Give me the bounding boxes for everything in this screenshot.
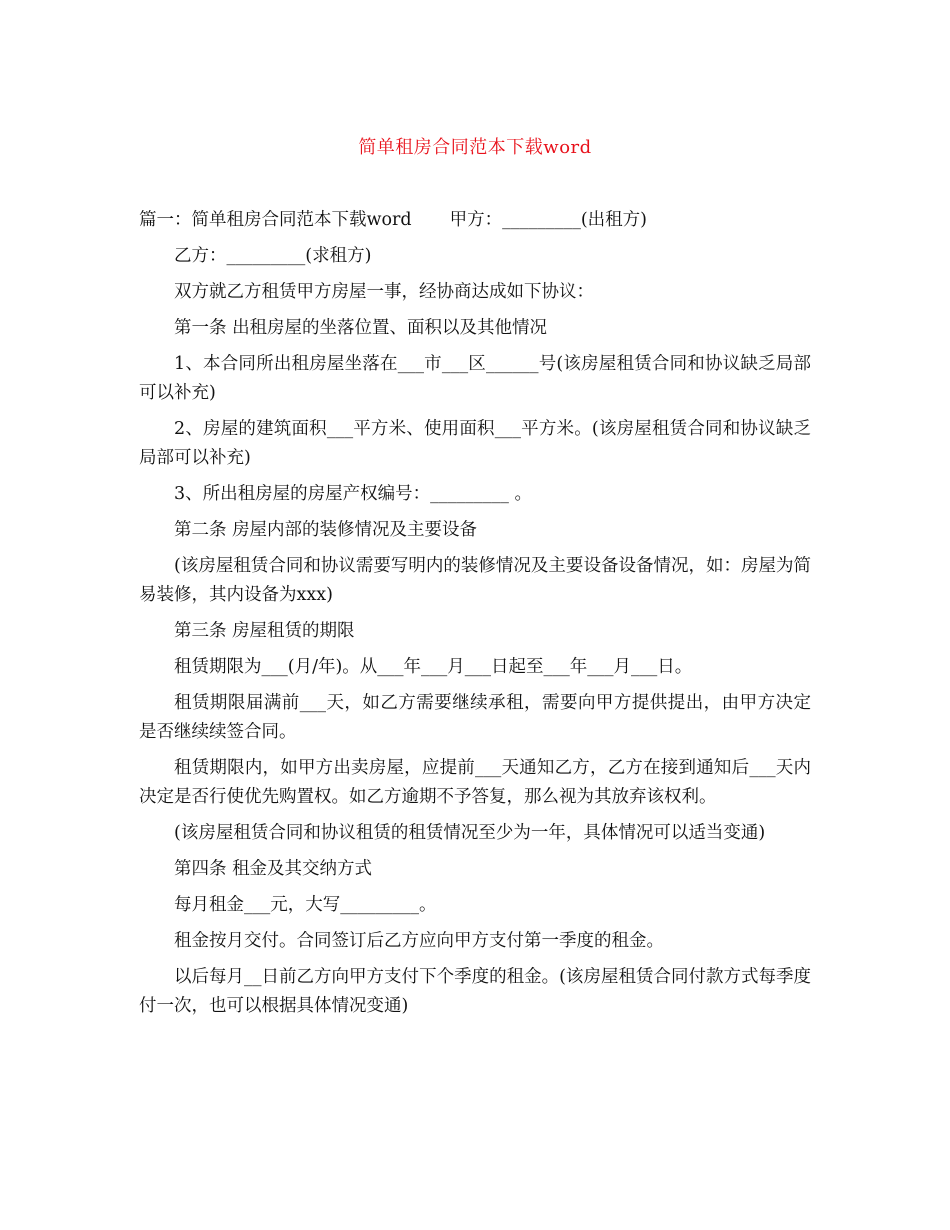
intro-line xyxy=(139,206,811,235)
article-4-heading: 第四条 租金及其交纳方式 xyxy=(174,859,373,879)
document-title: 简单租房合同范本下载word xyxy=(358,137,592,158)
lease-term-note: (该房屋租赁合同和协议租赁的租赁情况至少为一年，具体情况可以适当变通) xyxy=(174,823,766,843)
article-1-heading: 第一条 出租房屋的坐落位置、面积以及其他情况 xyxy=(174,318,548,338)
party-a-line: 甲方：_________(出租方) xyxy=(449,210,647,230)
intro-label: 篇一：简单租房合同范本下载word xyxy=(139,210,412,230)
article-1-item-2: 2、房屋的建筑面积___平方米、使用面积___平方米。(该房屋租赁合同和协议缺乏局部可以补充) xyxy=(139,419,811,468)
article-3-heading: 第三条 房屋租赁的期限 xyxy=(174,621,355,641)
article-1-item-3: 3、所出租房屋的房屋产权编号：_________ 。 xyxy=(174,484,532,504)
article-2-note: (该房屋租赁合同和协议需要写明内的装修情况及主要设备设备情况，如：房屋为简易装修，其内设备为xxx) xyxy=(139,556,811,605)
preemptive-right-paragraph: 租赁期限内，如甲方出卖房屋，应提前___天通知乙方，乙方在接到通知后___天内决定是否行使优先购置权。如乙方逾期不予答复，那么视为其放弃该权利。 xyxy=(139,758,811,807)
document-body xyxy=(139,206,811,1028)
agreement-intro: 双方就乙方租赁甲方房屋一事，经协商达成如下协议： xyxy=(174,282,594,302)
lease-term-line: 租赁期限为___(月/年)。从___年___月___日起至___年___月___日。 xyxy=(174,657,693,677)
rent-schedule-paragraph: 以后每月__日前乙方向甲方支付下个季度的租金。(该房屋租赁合同付款方式每季度付一次，也可以根据具体情况变通) xyxy=(139,967,811,1016)
article-2-heading: 第二条 房屋内部的装修情况及主要设备 xyxy=(174,520,478,540)
lease-renewal-paragraph: 租赁期限届满前___天，如乙方需要继续承租，需要向甲方提供提出，由甲方决定是否继续续签合同。 xyxy=(139,693,811,742)
rent-payment-paragraph: 租金按月交付。合同签订后乙方应向甲方支付第一季度的租金。 xyxy=(174,931,664,951)
monthly-rent-line: 每月租金___元，大写_________。 xyxy=(174,895,437,915)
party-b-line: 乙方：_________(求租方) xyxy=(174,246,372,266)
article-1-item-1: 1、本合同所出租房屋坐落在___市___区______号(该房屋租赁合同和协议缺乏局部可以补充) xyxy=(139,354,811,403)
